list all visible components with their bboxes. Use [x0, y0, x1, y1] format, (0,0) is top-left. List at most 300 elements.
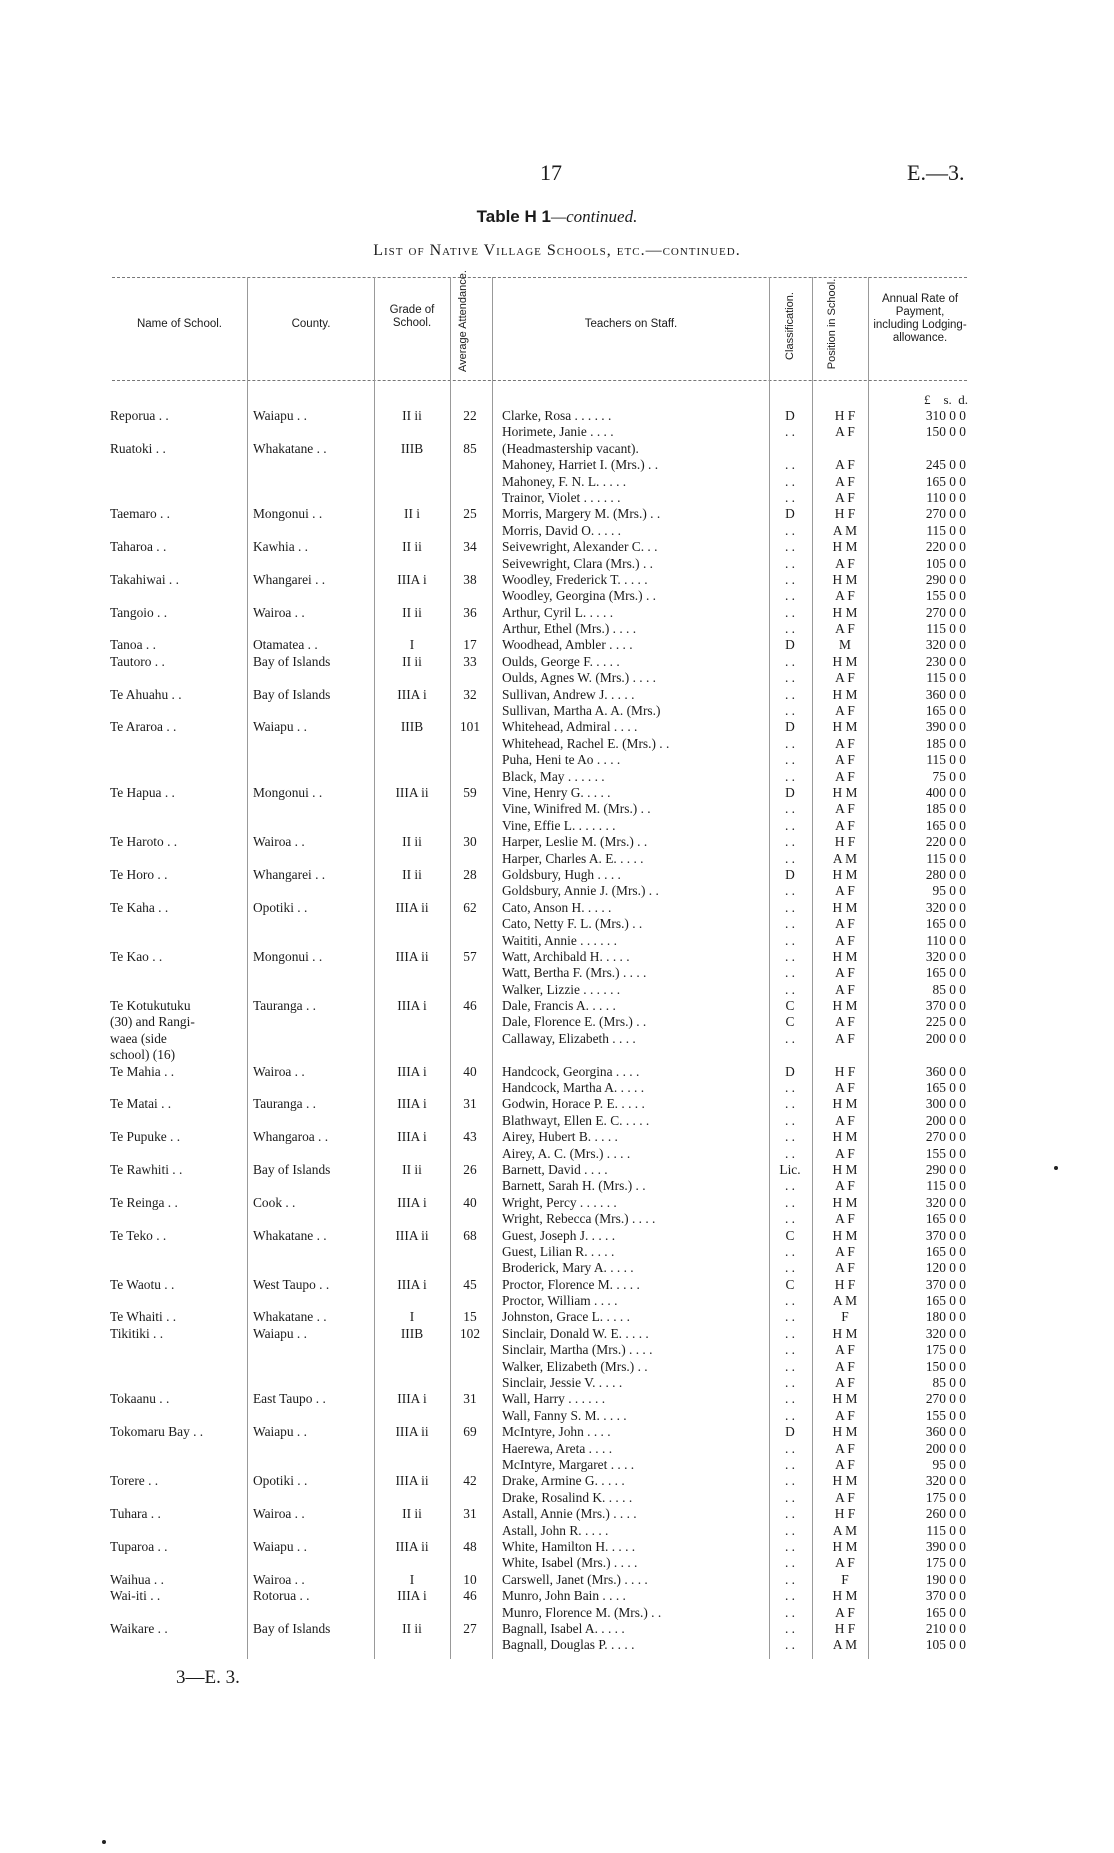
teacher-name: Whitehead, Admiral . . . .	[502, 719, 638, 735]
county: Whakatane . .	[253, 1227, 327, 1243]
position: A M	[832, 850, 858, 866]
attendance: 34	[463, 539, 477, 555]
grade: II ii	[402, 408, 422, 423]
teacher-name: Guest, Joseph J. . . . .	[502, 1227, 616, 1243]
classification: D	[785, 1424, 795, 1440]
table-row	[0, 1621, 1114, 1637]
payment: 270 0 0	[925, 1129, 966, 1145]
teacher-name: Sinclair, Jessie V. . . . .	[502, 1375, 623, 1391]
teacher-name: Sinclair, Martha (Mrs.) . . . .	[502, 1342, 653, 1358]
table-row	[0, 1113, 1114, 1129]
attendance: 43	[463, 1129, 477, 1145]
classification: C	[785, 1227, 795, 1243]
table-row	[0, 1162, 1114, 1178]
table-row	[0, 785, 1114, 801]
table-row	[0, 1260, 1114, 1276]
grade: IIIA ii	[395, 1473, 429, 1489]
payment: 320 0 0	[925, 948, 966, 964]
payment: 270 0 0	[925, 604, 966, 620]
teacher-name: Guest, Lilian R. . . . .	[502, 1243, 615, 1259]
classification: . .	[784, 473, 796, 489]
attendance: 26	[463, 1161, 477, 1177]
position: A F	[835, 1145, 855, 1161]
teacher-name: McIntyre, Margaret . . . .	[502, 1457, 635, 1472]
attendance: 10	[463, 1571, 477, 1587]
position: A F	[835, 555, 855, 571]
classification: . .	[784, 621, 796, 637]
classification: . .	[784, 1440, 796, 1456]
teacher-name: Goldsbury, Hugh . . . .	[502, 866, 621, 882]
classification: . .	[784, 883, 796, 899]
school-name: Taemaro . .	[110, 506, 171, 522]
position: H F	[834, 1620, 856, 1636]
classification: . .	[784, 457, 796, 473]
header-name-of-school: Name of School.	[136, 318, 222, 330]
teacher-name: Wright, Rebecca (Mrs.) . . . .	[502, 1211, 656, 1227]
classification: . .	[784, 1375, 796, 1391]
payment: 360 0 0	[925, 1424, 966, 1440]
school-name: Te Matai . .	[110, 1096, 172, 1112]
grade: II ii	[402, 834, 422, 850]
county: Cook . .	[253, 1194, 296, 1210]
classification: . .	[784, 703, 796, 719]
table-row	[0, 1064, 1114, 1080]
teacher-name: Watt, Archibald H. . . . .	[502, 948, 630, 964]
attendance: 102	[459, 1325, 481, 1341]
school-name: Te Haroto . .	[110, 834, 178, 850]
school-name: (30) and Rangi-	[110, 1014, 195, 1030]
payment: 175 0 0	[925, 1555, 966, 1571]
position: H M	[832, 1538, 858, 1554]
payment: 370 0 0	[925, 1588, 966, 1604]
payment: 370 0 0	[925, 998, 966, 1014]
school-name: Te Kaha . .	[110, 899, 169, 915]
classification: . .	[784, 1194, 796, 1210]
teacher-name: Horimete, Janie . . . .	[502, 424, 614, 440]
table-row	[0, 1555, 1114, 1571]
classification: . .	[784, 1309, 796, 1325]
teacher-name: Whitehead, Rachel E. (Mrs.) . .	[502, 735, 670, 751]
teacher-name: Clarke, Rosa . . . . . .	[502, 408, 612, 423]
teacher-name: Proctor, William . . . .	[502, 1293, 618, 1309]
county: Wairoa . .	[253, 834, 305, 850]
county: Tauranga . .	[253, 998, 317, 1014]
school-name: Te Hapua . .	[110, 784, 175, 800]
grade: IIIA i	[397, 1194, 427, 1210]
teacher-name: Waititi, Annie . . . . . .	[502, 932, 617, 948]
classification: . .	[784, 916, 796, 932]
position: H F	[834, 1276, 856, 1292]
classification: . .	[784, 932, 796, 948]
position: H M	[832, 1129, 858, 1145]
payment: 230 0 0	[925, 653, 966, 669]
school-name: Te Araroa . .	[110, 719, 177, 735]
attendance: 40	[463, 1063, 477, 1079]
county: Waiapu . .	[253, 408, 307, 423]
position: H M	[832, 653, 858, 669]
teacher-name: Drake, Rosalind K. . . . .	[502, 1489, 633, 1505]
position: A M	[832, 1293, 858, 1309]
teacher-name: Broderick, Mary A. . . . .	[502, 1260, 634, 1276]
position: A F	[835, 1407, 855, 1423]
classification: . .	[784, 965, 796, 981]
payment: 165 0 0	[925, 916, 966, 932]
position: A F	[835, 1112, 855, 1128]
teacher-name: Goldsbury, Annie J. (Mrs.) . .	[502, 883, 659, 899]
table-row	[0, 408, 1114, 424]
table-row	[0, 523, 1114, 539]
county: Bay of Islands	[253, 653, 331, 669]
position: A F	[835, 457, 855, 473]
school-name: Reporua . .	[110, 408, 169, 423]
grade: II ii	[402, 653, 422, 669]
position: F	[841, 1309, 849, 1325]
position: H F	[834, 408, 856, 423]
teacher-name: Blathwayt, Ellen E. C. . . . .	[502, 1112, 650, 1128]
county: Wairoa . .	[253, 1063, 305, 1079]
position: A F	[835, 1014, 855, 1030]
payment: 185 0 0	[925, 735, 966, 751]
payment: 165 0 0	[925, 965, 966, 981]
grade: IIIA i	[397, 1276, 427, 1292]
table-row	[0, 933, 1114, 949]
classification: . .	[784, 850, 796, 866]
grade: I	[409, 637, 415, 653]
table-row	[0, 851, 1114, 867]
table-row	[0, 1490, 1114, 1506]
payment: 180 0 0	[925, 1309, 966, 1325]
payment: 85 0 0	[932, 1375, 966, 1391]
school-name: Te Whaiti . .	[110, 1309, 177, 1325]
classification: . .	[784, 1604, 796, 1620]
classification: . .	[784, 424, 796, 440]
classification: . .	[784, 1211, 796, 1227]
classification: Lic.	[779, 1161, 801, 1177]
teacher-name: Dale, Francis A. . . . .	[502, 998, 616, 1014]
position: A F	[835, 817, 855, 833]
payment: 110 0 0	[926, 932, 966, 948]
teacher-name: Handcock, Georgina . . . .	[502, 1063, 640, 1079]
classification: . .	[784, 670, 796, 686]
position: A F	[835, 768, 855, 784]
county: Otamatea . .	[253, 637, 318, 653]
table-row	[0, 670, 1114, 686]
payment: 115 0 0	[926, 752, 966, 768]
classification: C	[785, 1276, 795, 1292]
position: H M	[832, 1325, 858, 1341]
payment: 110 0 0	[926, 489, 966, 505]
table-row	[0, 424, 1114, 440]
attendance: 32	[463, 686, 477, 702]
payment: 400 0 0	[925, 784, 966, 800]
payment: 105 0 0	[925, 1637, 966, 1653]
position: A F	[835, 670, 855, 686]
school-name: Ruatoki . .	[110, 440, 166, 456]
attendance: 25	[463, 506, 477, 522]
county: Whangarei . .	[253, 571, 326, 587]
classification: . .	[784, 1243, 796, 1259]
payment: 200 0 0	[925, 1440, 966, 1456]
table-row	[0, 1342, 1114, 1358]
classification: . .	[784, 1260, 796, 1276]
table-row	[0, 801, 1114, 817]
grade: IIIA ii	[395, 784, 429, 800]
attendance: 17	[463, 637, 477, 653]
payment: 175 0 0	[925, 1489, 966, 1505]
teacher-name: Godwin, Horace P. E. . . . .	[502, 1096, 645, 1112]
table-row	[0, 1408, 1114, 1424]
grade: IIIA i	[397, 1096, 427, 1112]
payment: 370 0 0	[925, 1227, 966, 1243]
teacher-name: Sullivan, Martha A. A. (Mrs.)	[502, 703, 661, 719]
school-name: Te Kotukutuku	[110, 998, 191, 1014]
teacher-name: Astall, John R. . . . .	[502, 1522, 609, 1538]
position: A F	[835, 1030, 855, 1046]
position: H M	[832, 1473, 858, 1489]
payment: 155 0 0	[925, 588, 966, 604]
classification: C	[785, 1014, 795, 1030]
payment: 290 0 0	[925, 571, 966, 587]
attendance: 22	[463, 408, 477, 423]
school-name: Tuparoa . .	[110, 1538, 168, 1554]
teacher-name: Walker, Elizabeth (Mrs.) . .	[502, 1358, 648, 1374]
header-position: Position in School.	[826, 278, 838, 370]
payment: 220 0 0	[925, 834, 966, 850]
payment: 245 0 0	[925, 457, 966, 473]
classification: . .	[784, 752, 796, 768]
school-name: Tokomaru Bay . .	[110, 1424, 204, 1440]
table-title	[0, 207, 1114, 227]
position: A F	[835, 1178, 855, 1194]
teacher-name: Woodley, Georgina (Mrs.) . .	[502, 588, 656, 604]
classification: D	[785, 784, 795, 800]
teacher-name: Johnston, Grace L. . . . .	[502, 1309, 630, 1325]
classification: . .	[784, 735, 796, 751]
payment: 360 0 0	[925, 686, 966, 702]
table-row	[0, 556, 1114, 572]
classification: . .	[784, 1358, 796, 1374]
table-row	[0, 572, 1114, 588]
classification: . .	[784, 1178, 796, 1194]
payment: 165 0 0	[925, 1604, 966, 1620]
position: A F	[835, 883, 855, 899]
teacher-name: Wall, Fanny S. M. . . . .	[502, 1407, 627, 1423]
position: H M	[832, 784, 858, 800]
position: H M	[832, 1227, 858, 1243]
teacher-name: Bagnall, Douglas P. . . . .	[502, 1637, 635, 1653]
grade: IIIB	[400, 719, 424, 735]
payment: 280 0 0	[925, 866, 966, 882]
county: Opotiki . .	[253, 1473, 308, 1489]
table-row	[0, 818, 1114, 834]
table-row	[0, 1277, 1114, 1293]
table-row	[0, 1080, 1114, 1096]
payment: 320 0 0	[925, 1325, 966, 1341]
table-row	[0, 982, 1114, 998]
position: H M	[832, 899, 858, 915]
county: Whangarei . .	[253, 866, 326, 882]
classification: . .	[784, 1293, 796, 1309]
payment: 175 0 0	[925, 1342, 966, 1358]
teacher-name: Seivewright, Alexander C. . .	[502, 539, 658, 555]
table-row	[0, 1572, 1114, 1588]
payment: 105 0 0	[925, 555, 966, 571]
county: Rotorua . .	[253, 1588, 310, 1604]
table-row	[0, 1146, 1114, 1162]
classification: . .	[784, 489, 796, 505]
grade: IIIB	[400, 440, 424, 456]
payment: 165 0 0	[925, 703, 966, 719]
table-row	[0, 490, 1114, 506]
payment: 95 0 0	[932, 883, 966, 899]
header-classification: Classification.	[784, 292, 796, 360]
grade: II ii	[402, 1161, 422, 1177]
position: H M	[832, 1424, 858, 1440]
table-label-suffix: —continued.	[550, 207, 638, 226]
grade: IIIA i	[397, 1588, 427, 1604]
county: Waiapu . .	[253, 1538, 307, 1554]
payment: 190 0 0	[925, 1571, 966, 1587]
attendance: 28	[463, 866, 477, 882]
position: H M	[832, 1194, 858, 1210]
table-row	[0, 1457, 1114, 1473]
table-row	[0, 883, 1114, 899]
county: Bay of Islands	[253, 1161, 331, 1177]
grade: IIIA ii	[395, 1227, 429, 1243]
payment: 390 0 0	[925, 719, 966, 735]
classification: . .	[784, 555, 796, 571]
payment: 115 0 0	[926, 1522, 966, 1538]
table-row	[0, 752, 1114, 768]
position: H M	[832, 866, 858, 882]
grade: IIIA i	[397, 998, 427, 1014]
table-row	[0, 474, 1114, 490]
currency-header: £ s. d.	[923, 392, 968, 407]
teacher-name: Barnett, Sarah H. (Mrs.) . .	[502, 1178, 646, 1194]
position: A F	[835, 1440, 855, 1456]
grade: IIIA ii	[395, 1424, 429, 1440]
classification: . .	[784, 1637, 796, 1653]
teacher-name: Mahoney, F. N. L. . . . .	[502, 473, 627, 489]
position: H M	[832, 1391, 858, 1407]
table-row	[0, 1375, 1114, 1391]
payment: 210 0 0	[925, 1620, 966, 1636]
teacher-name: Morris, David O. . . . .	[502, 522, 622, 538]
position: A F	[835, 424, 855, 440]
schools-table-body	[0, 408, 1114, 1654]
table-row	[0, 1129, 1114, 1145]
attendance: 27	[463, 1620, 477, 1636]
teacher-name: Bagnall, Isabel A. . . . .	[502, 1620, 625, 1636]
teacher-name: Barnett, David . . . .	[502, 1161, 608, 1177]
table-row	[0, 654, 1114, 670]
county: Waiapu . .	[253, 1424, 307, 1440]
table-row	[0, 506, 1114, 522]
teacher-name: Woodley, Frederick T. . . . .	[502, 571, 648, 587]
payment: 360 0 0	[925, 1063, 966, 1079]
attendance: 38	[463, 571, 477, 587]
attendance: 36	[463, 604, 477, 620]
teacher-name: Munro, John Bain . . . .	[502, 1588, 626, 1604]
teacher-name: Seivewright, Clara (Mrs.) . .	[502, 555, 653, 571]
position: A F	[835, 801, 855, 817]
table-row	[0, 1473, 1114, 1489]
attendance: 69	[463, 1424, 477, 1440]
payment: 165 0 0	[925, 1293, 966, 1309]
classification: . .	[784, 1538, 796, 1554]
table-row	[0, 900, 1114, 916]
teacher-name: Vine, Henry G. . . . .	[502, 784, 611, 800]
grade: II ii	[402, 1620, 422, 1636]
payment: 270 0 0	[925, 1391, 966, 1407]
table-row	[0, 1391, 1114, 1407]
school-name: Tangoio . .	[110, 604, 168, 620]
teacher-name: Black, May . . . . . .	[502, 768, 605, 784]
county: Mongonui . .	[253, 784, 323, 800]
position: A F	[835, 1260, 855, 1276]
position: A F	[835, 981, 855, 997]
table-row	[0, 1293, 1114, 1309]
teacher-name: Airey, A. C. (Mrs.) . . . .	[502, 1145, 631, 1161]
teacher-name: Arthur, Ethel (Mrs.) . . . .	[502, 621, 637, 637]
payment: 200 0 0	[925, 1112, 966, 1128]
table-row	[0, 1211, 1114, 1227]
payment: 150 0 0	[925, 424, 966, 440]
teacher-name: Handcock, Martha A. . . . .	[502, 1080, 645, 1096]
attendance: 31	[463, 1506, 477, 1522]
classification: . .	[784, 1325, 796, 1341]
position: A M	[832, 1637, 858, 1653]
footer-signature: 3—E. 3.	[176, 1667, 240, 1688]
attendance: 46	[463, 1588, 477, 1604]
grade: IIIA ii	[395, 899, 429, 915]
teacher-name: Drake, Armine G. . . . .	[502, 1473, 625, 1489]
attendance: 42	[463, 1473, 477, 1489]
position: A F	[835, 1342, 855, 1358]
classification: . .	[784, 686, 796, 702]
table-row	[0, 1588, 1114, 1604]
teacher-name: Airey, Hubert B. . . . .	[502, 1129, 618, 1145]
classification: . .	[784, 1112, 796, 1128]
school-name: Te Teko . .	[110, 1227, 167, 1243]
teacher-name: McIntyre, John . . . .	[502, 1424, 611, 1440]
classification: . .	[784, 1506, 796, 1522]
grade: II ii	[402, 604, 422, 620]
payment: 320 0 0	[925, 899, 966, 915]
attendance: 40	[463, 1194, 477, 1210]
attendance: 62	[463, 899, 477, 915]
position: H M	[832, 604, 858, 620]
payment: 370 0 0	[925, 1276, 966, 1292]
payment: 155 0 0	[925, 1407, 966, 1423]
table-row	[0, 1096, 1114, 1112]
teacher-name: Arthur, Cyril L. . . . .	[502, 604, 614, 620]
school-name: school) (16)	[110, 1047, 176, 1063]
payment: 300 0 0	[925, 1096, 966, 1112]
county: West Taupo . .	[253, 1276, 330, 1292]
school-name: Waihua . .	[110, 1571, 164, 1587]
classification: D	[785, 506, 795, 522]
classification: . .	[784, 834, 796, 850]
position: H M	[832, 686, 858, 702]
table-row	[0, 1506, 1114, 1522]
classification: . .	[784, 1522, 796, 1538]
payment: 165 0 0	[925, 1211, 966, 1227]
classification: . .	[784, 981, 796, 997]
table-row	[0, 1539, 1114, 1555]
school-name: Te Reinga . .	[110, 1194, 178, 1210]
classification: . .	[784, 522, 796, 538]
